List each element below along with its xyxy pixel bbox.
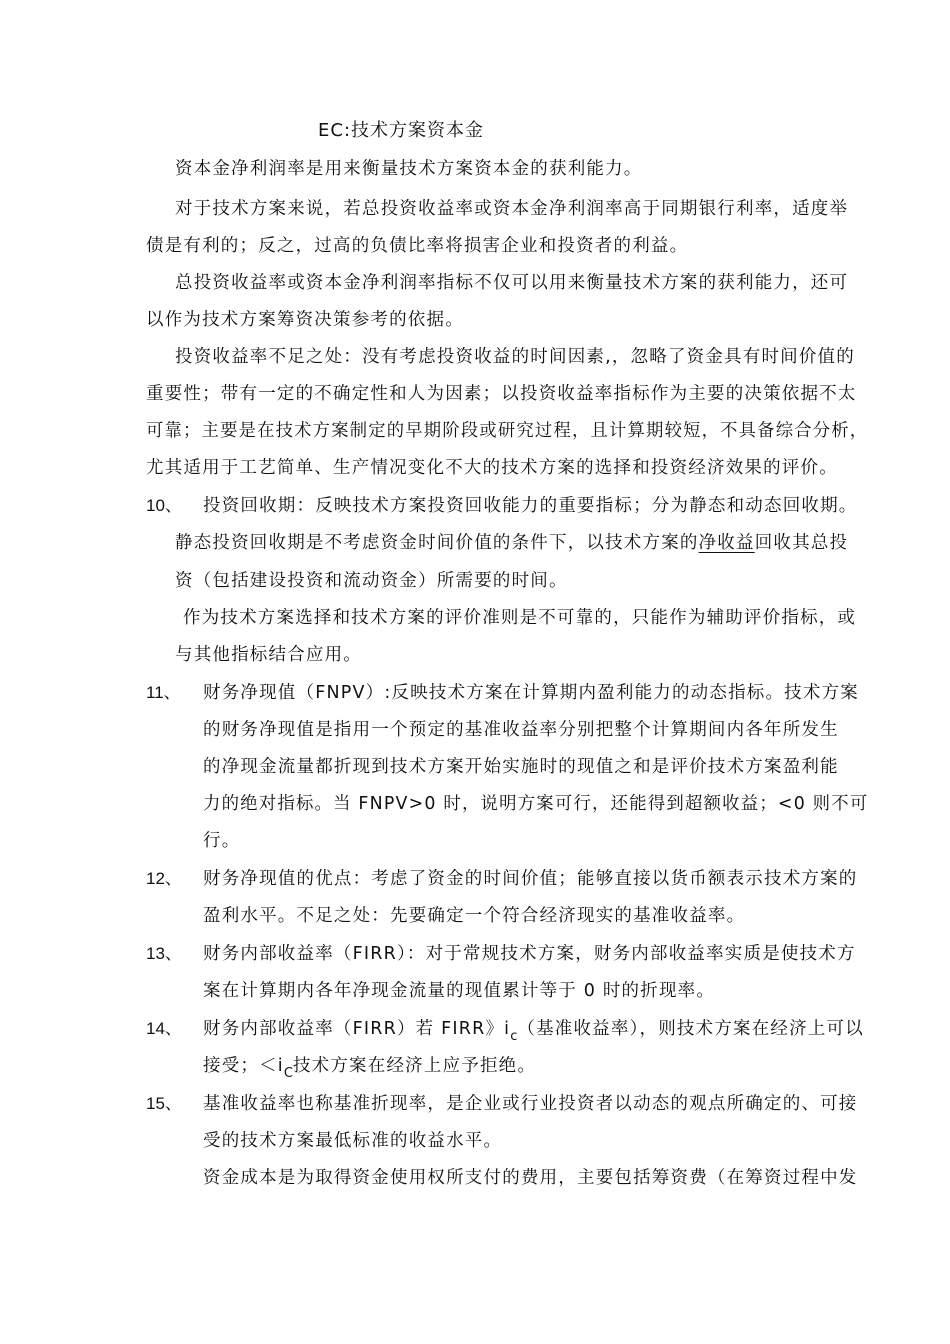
paragraph-debt-line: 债是有利的；反之，过高的负债比率将损害企业和投资者的利益。 (146, 236, 689, 256)
section-title: EC:技术方案资本金 (318, 120, 485, 141)
item-13-number: 13、 (146, 944, 182, 963)
item-11-line: 力的绝对指标。当 FNPV>0 时，说明方案可行，还能得到超额收益；<0 则不可 (203, 794, 869, 814)
subscript-c: C (283, 1066, 293, 1081)
paragraph-weakness-line: 投资收益率不足之处：没有考虑投资收益的时间因素,，忽略了资金具有时间价值的 (175, 347, 855, 367)
subscript-c: c (510, 1029, 518, 1044)
item-11-number: 11、 (146, 683, 181, 702)
item-15-line: 基准收益率也称基准折现率，是企业或行业投资者以动态的观点所确定的、可接 (203, 1094, 858, 1114)
paragraph-weakness-line: 重要性；带有一定的不确定性和人为因素；以投资收益率指标作为主要的决策依据不太 (146, 384, 857, 404)
item-15-number: 15、 (146, 1094, 182, 1113)
item-10-number: 10、 (146, 496, 182, 515)
item-13-line: 财务内部收益率（FIRR）：对于常规技术方案，财务内部收益率实质是使技术方 (203, 944, 856, 964)
item-15-line: 受的技术方案最低标准的收益水平。 (203, 1131, 503, 1151)
item-10-line: 静态投资回收期是不考虑资金时间价值的条件下，以技术方案的净收益回收其总投 (175, 533, 849, 553)
paragraph-weakness-line: 可靠；主要是在技术方案制定的早期阶段或研究过程，且计算期较短，不具备综合分析， (146, 421, 869, 441)
item-15-line: 资金成本是为取得资金使用权所支付的费用，主要包括筹资费（在筹资过程中发 (203, 1168, 858, 1188)
item-10-line: 投资回收期：反映技术方案投资回收能力的重要指标；分为静态和动态回收期。 (203, 496, 858, 516)
item-11-line: 的净现金流量都折现到技术方案开始实施时的现值之和是评价技术方案盈利能 (203, 757, 839, 777)
item-10-line: 与其他指标结合应用。 (175, 645, 362, 665)
paragraph-use-line: 以作为技术方案筹资决策参考的依据。 (146, 310, 464, 330)
item-14-line: 财务内部收益率（FIRR）若 FIRR》$i_c$（基准收益率），则技术方案在经济上可以 (203, 1019, 864, 1044)
paragraph-debt-line: 对于技术方案来说，若总投资收益率或资本金净利润率高于同期银行利率，适度举 (175, 199, 849, 219)
item-10-line: 资（包括建设投资和流动资金）所需要的时间。 (175, 571, 568, 591)
paragraph-weakness-line: 尤其适用于工艺简单、生产情况变化不大的技术方案的选择和投资经济效果的评价。 (146, 458, 838, 478)
paragraph-use-line: 总投资收益率或资本金净利润率指标不仅可以用来衡量技术方案的获利能力，还可 (175, 273, 849, 293)
item-11-line: 行。 (203, 831, 241, 851)
item-11-line: 财务净现值（FNPV）:反映技术方案在计算期内盈利能力的动态指标。技术方案 (203, 683, 859, 703)
item-14-line: 接受；$<i_C$技术方案在经济上应予拒绝。 (203, 1056, 537, 1081)
item-14-number: 14、 (146, 1019, 182, 1038)
item-12-line: 财务净现值的优点：考虑了资金的时间价值；能够直接以货币额表示技术方案的 (203, 869, 858, 889)
net-income-underlined: 净收益 (698, 533, 755, 553)
item-10-line: 作为技术方案选择和技术方案的评价准则是不可靠的，只能作为辅助评价指标，或 (183, 608, 857, 628)
item-11-line: 的财务净现值是指用一个预定的基准收益率分别把整个计算期间内各年所发生 (203, 720, 839, 740)
item-12-number: 12、 (146, 869, 182, 888)
paragraph-intro: 资本金净利润率是用来衡量技术方案资本金的获利能力。 (175, 159, 643, 179)
item-12-line: 盈利水平。不足之处：先要确定一个符合经济现实的基准收益率。 (203, 906, 746, 926)
item-13-line: 案在计算期内各年净现金流量的现值累计等于 0 时的折现率。 (203, 981, 716, 1001)
